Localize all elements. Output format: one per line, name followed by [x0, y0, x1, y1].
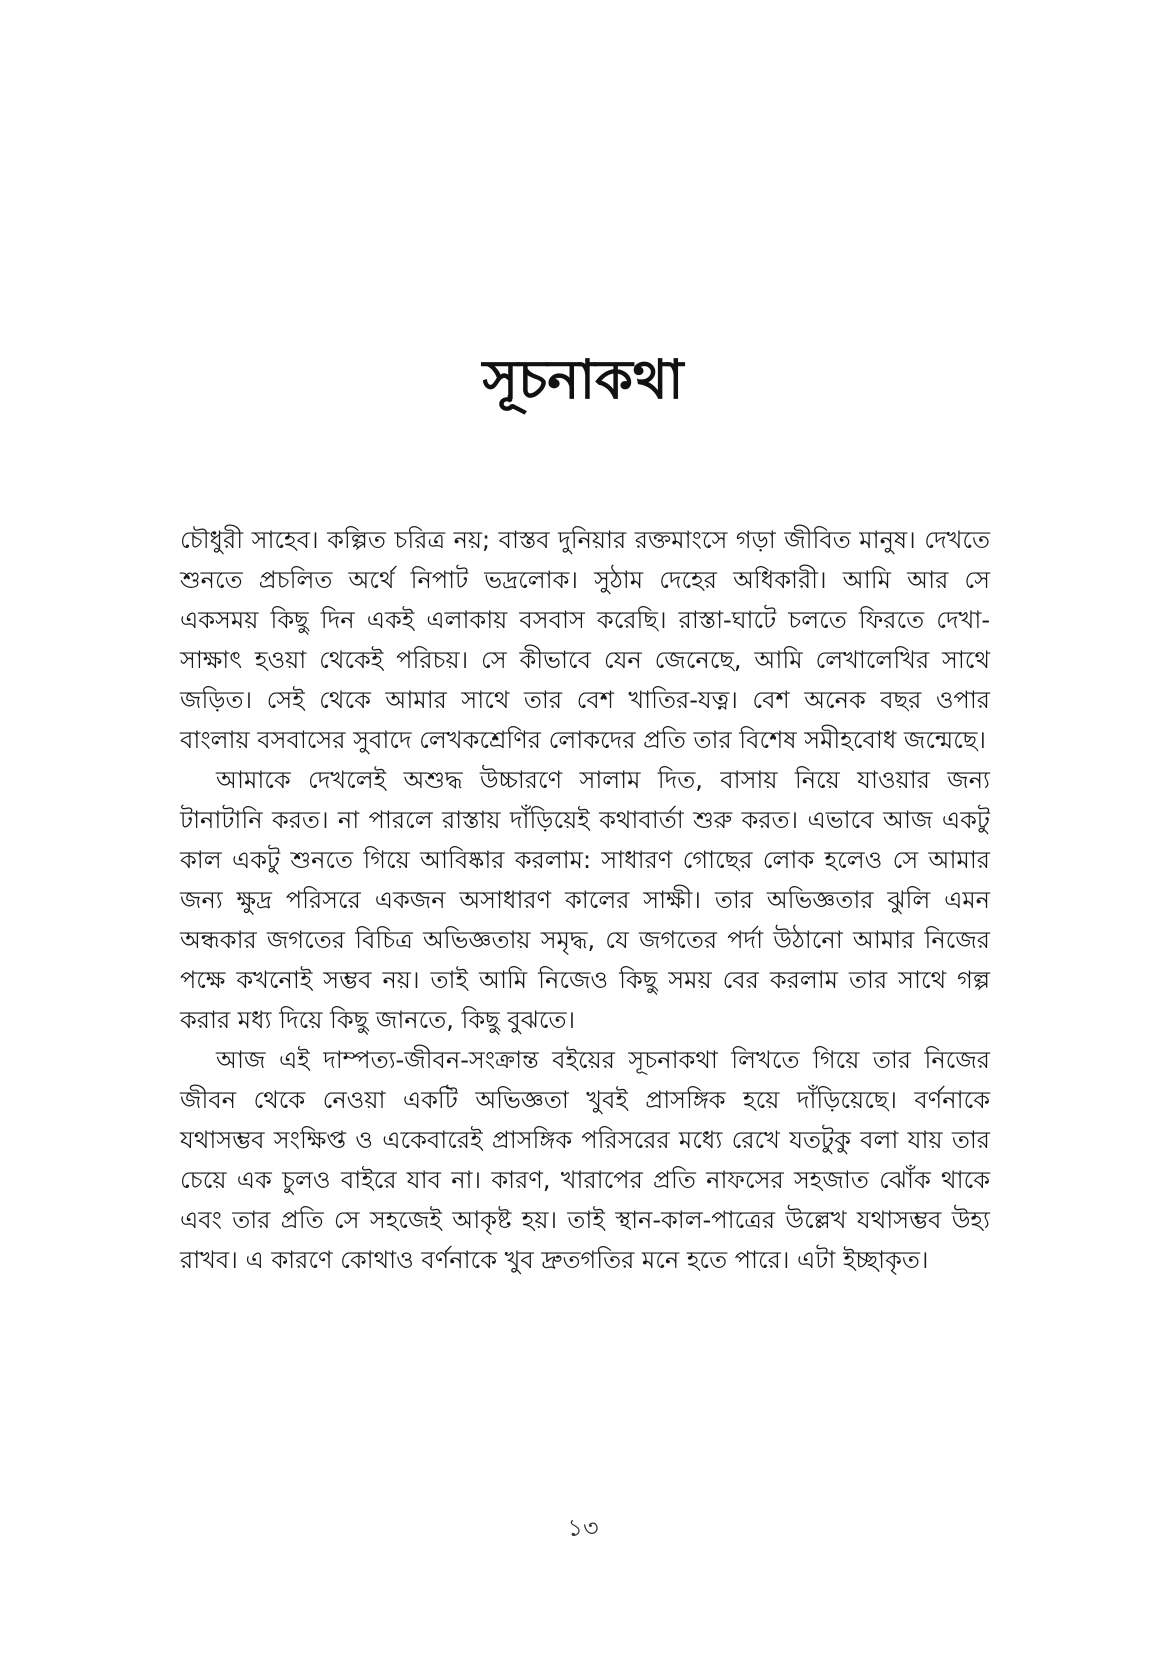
paragraph-1: চৌধুরী সাহেব। কল্পিত চরিত্র নয়; বাস্তব দুনিয়ার রক্তমাংসে গড়া জীবিত মানুষ। দেখতে শুনতে প্রচলিত অর্থে নিপাট ভদ্রলোক। সুঠাম দেহের অধিকারী। আমি আর সে একসময় কিছু দিন একই এলাকায় বসবাস করেছি। রাস্তা-ঘাটে চলতে ফিরতে দেখা-সাক্ষাৎ হওয়া থেকেই পরিচয়। সে কীভাবে যেন জেনেছে, আমি লেখালেখির সাথে জড়িত। সেই থেকে আমার সাথে তার বেশ খাতির-যত্ন। বেশ অনেক বছর ওপার বাংলায় বসবাসের সুবাদে লেখকশ্রেণির লোকদের প্রতি তার বিশেষ সমীহবোধ জন্মেছে।	[180, 526, 990, 754]
page-number: ১৩	[567, 1514, 599, 1542]
chapter-body	[180, 520, 990, 1280]
paragraph-2: আমাকে দেখলেই অশুদ্ধ উচ্চারণে সালাম দিত, বাসায় নিয়ে যাওয়ার জন্য টানাটানি করত। না পারলে রাস্তায় দাঁড়িয়েই কথাবার্তা শুরু করত। এভাবে আজ একটু কাল একটু শুনতে গিয়ে আবিষ্কার করলাম: সাধারণ গোছের লোক হলেও সে আমার জন্য ক্ষুদ্র পরিসরে একজন অসাধারণ কালের সাক্ষী। তার অভিজ্ঞতার ঝুলি এমন অন্ধকার জগতের বিচিত্র অভিজ্ঞতায় সমৃদ্ধ, যে জগতের পর্দা উঠানো আমার নিজের পক্ষে কখনোই সম্ভব নয়। তাই আমি নিজেও কিছু সময় বের করলাম তার সাথে গল্প করার মধ্য দিয়ে কিছু জানতে, কিছু বুঝতে।	[180, 766, 990, 1034]
paragraph-3: আজ এই দাম্পত্য-জীবন-সংক্রান্ত বইয়ের সূচনাকথা লিখতে গিয়ে তার নিজের জীবন থেকে নেওয়া একটি অভিজ্ঞতা খুবই প্রাসঙ্গিক হয়ে দাঁড়িয়েছে। বর্ণনাকে যথাসম্ভব সংক্ষিপ্ত ও একেবারেই প্রাসঙ্গিক পরিসরের মধ্যে রেখে যতটুকু বলা যায় তার চেয়ে এক চুলও বাইরে যাব না। কারণ, খারাপের প্রতি নাফসের সহজাত ঝোঁক থাকে এবং তার প্রতি সে সহজেই আকৃষ্ট হয়। তাই স্থান-কাল-পাত্রের উল্লেখ যথাসম্ভব উহ্য রাখব। এ কারণে কোথাও বর্ণনাকে খুব দ্রুতগতির মনে হতে পারে। এটা ইচ্ছাকৃত।	[180, 1046, 990, 1274]
chapter-title: সূচনাকথা	[482, 348, 684, 411]
